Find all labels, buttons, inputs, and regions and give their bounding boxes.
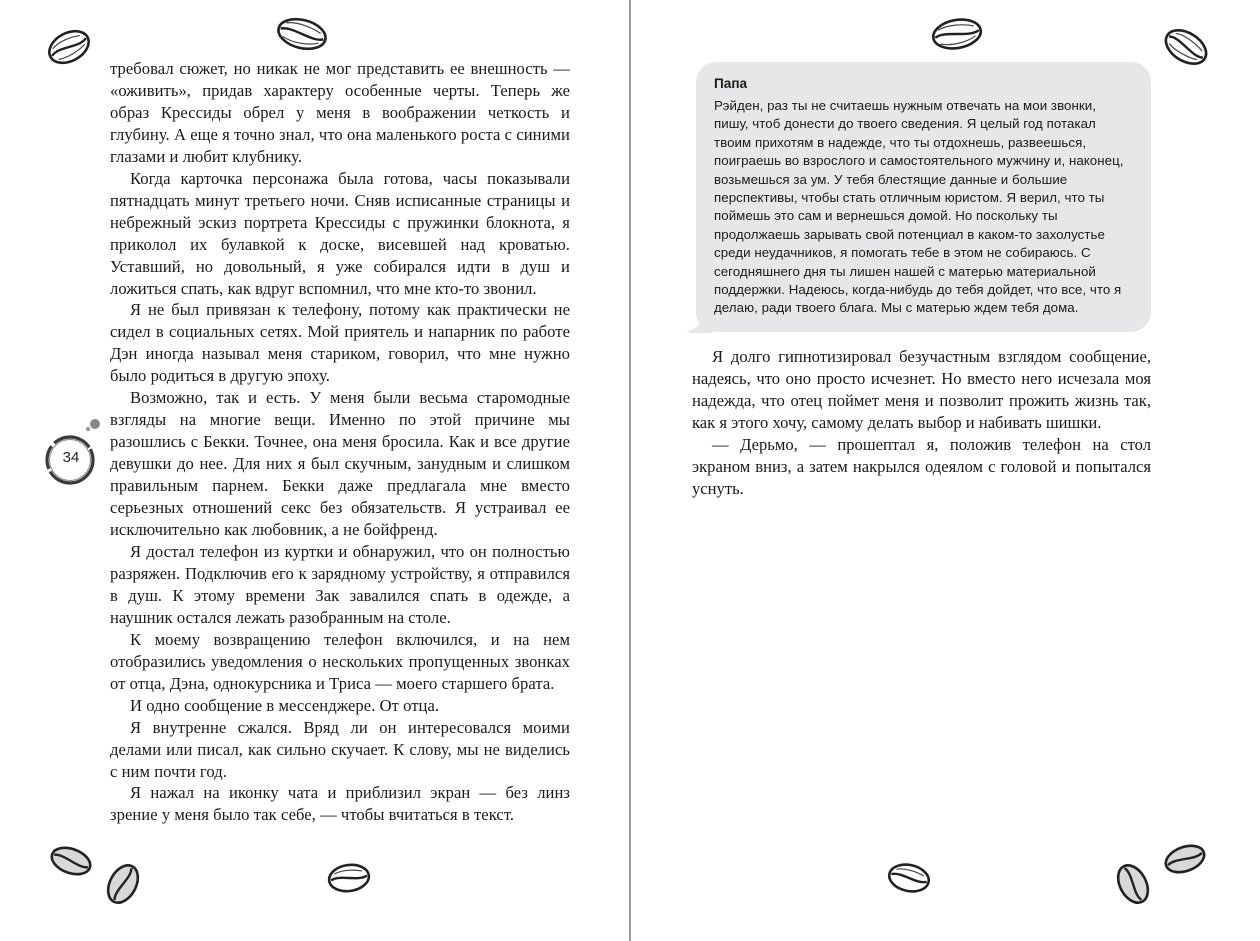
message-sender: Папа [714,76,748,91]
coffee-bean-icon [1162,842,1208,876]
message-text: Рэйден, раз ты не считаешь нужным отвечать на мои звонки, пишу, чтоб донести до твоего сведения. Я целый год потакал твоим прихотям в надежде, что ты отдохнешь, развеешься, поиграешь во взрослого и самостоятельного мужчину и, наконец, возьмешься за ум. У тебя блестящие данные и большие перспективы, чтобы стать отличным юристом. Я верил, что ты поймешь это сам и вернешься домой. Но поскольку ты продолжаешь зарывать свой потенциал в каком-то захолустье среди неудачников, я помогать тебе в этом не собираюсь. С сегодняшнего дня ты лишен нашей с матерью материальной поддержки. Надеюсь, когда-нибудь до тебя дойдет, что все, что я делаю, ради твоего блага. Мы с матерью ждем тебя дома. [714,98,1124,316]
coffee-bean-icon [1112,862,1154,906]
coffee-bean-icon [102,862,144,906]
paragraph: Я не был привязан к телефону, потому как практически не сидел в социальных сетях. Мой приятель и напарник по работе Дэн иногда называл меня стариком, говорил, что мне нужно было родиться в другую эпоху. [110,300,570,386]
coffee-bean-icon [274,14,330,54]
paragraph: Я внутренне сжался. Вряд ли он интересовался моими делами или писал, как сильно скучает. К слову, мы не виделись с ним почти год. [110,717,570,781]
paragraph: требовал сюжет, но никак не мог представить ее внешность — «оживить», придав характеру особенные черты. Теперь же образ Крессиды обрел у меня в воображении четкость и глубину. А еще я точно знал, что она маленького роста с синими глазами и любит клубнику. [110,59,570,166]
paragraph: Возможно, так и есть. У меня были весьма старомодные взгляды на многие вещи. Именно по этой причине мы разошлись с Бекки. Точнее, она меня бросила. Как и все другие девушки до нее. Для них я был скучным, занудным и слишком правильным парнем. Бекки даже предлагала мне вместо серьезных отношений секс без обязательств. Я устраивал ее исключительно как любовник, а не бойфренд. [110,388,570,540]
page-number: 34 [62,449,80,466]
paragraph: Я достал телефон из куртки и обнаружил, что он полностью разряжен. Подключив его к зарядному устройству, я отправился в душ. К этому времени Зак завалился спать в одежде, а наушник остался лежать разобранным на столе. [110,541,570,627]
coffee-bean-icon [326,860,372,896]
paragraph: — Дерьмо, — прошептал я, положив телефон на стол экраном вниз, а затем накрылся одеялом с головой и попытался уснуть. [692,434,1151,498]
coffee-bean-icon [48,844,94,878]
paragraph: Я нажал на иконку чата и приблизил экран — без линз зрение у меня было так себе, — чтобы вчитаться в текст. [110,783,570,825]
coffee-bean-icon [886,860,932,896]
paragraph: К моему возвращению телефон включился, и на нем отобразились уведомления о нескольких пропущенных звонках от отца, Дэна, однокурсника и Триса — моего старшего брата. [110,629,570,693]
paragraph: Я долго гипнотизировал безучастным взглядом сообщение, надеясь, что оно просто исчезнет. Но вместо него исчезала моя надежда, что отец поймет меня и позволит прожить жизнь так, как я этого хочу, самому делать выбор и набивать шишки. [692,347,1151,432]
paragraph: Когда карточка персонажа была готова, часы показывали пятнадцать минут третьего ночи. Сняв исписанные страницы и небрежный эскиз портрета Крессиды с пружинки блокнота, я приколол их булавкой к доске, висевшей над кроватью. Уставший, но довольный, я уже собирался идти в душ и ложиться спать, как вдруг вспомнил, что мне кто-то звонил. [110,168,570,298]
coffee-bean-icon [929,14,985,54]
right-page-body [692,346,1151,500]
coffee-drop-icon [84,416,102,434]
coffee-bean-icon [44,26,94,68]
book-gutter [629,0,631,941]
coffee-bean-icon [1160,26,1212,68]
paragraph: И одно сообщение в мессенджере. От отца. [130,695,440,715]
message-bubble [696,62,1151,332]
left-page-body [110,58,570,826]
